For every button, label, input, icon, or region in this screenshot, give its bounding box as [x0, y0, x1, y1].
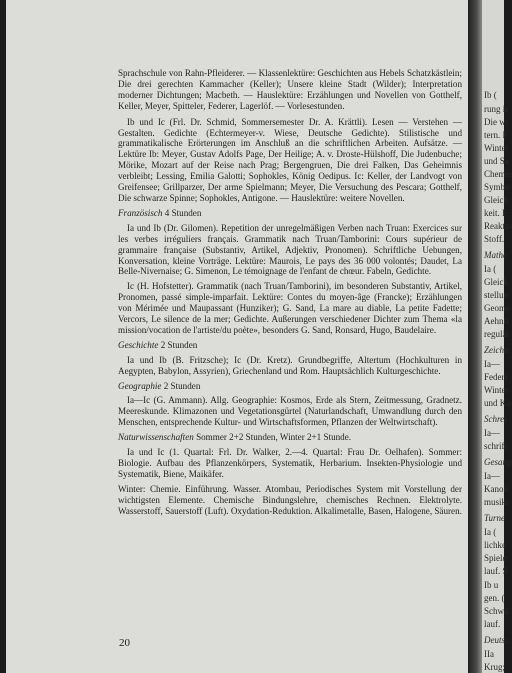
adjacent-page-line: Krug;: [484, 662, 505, 672]
adjacent-page-line: Winter: [484, 385, 509, 395]
adjacent-page-line: Reaktio: [484, 221, 512, 231]
adjacent-page-line: Gleich: [484, 277, 508, 287]
paragraph: Ib und Ic (Frl. Dr. Schmid, Sommersemester Dr. A. Krättli). Lesen — Verstehen — Gestalten. Gedichte (Echtermeyer-v. Wiese, Deutsche Gedichte). Stilistische und grammatikalische Erörterungen im Anschluß an die schriftlichen Arbeiten. Aufsätze. — Lektüre Ib: Meyer, Gustav Adolfs Page, Der Heilige; A. v. Droste-Hülshoff, Die Judenbuche; Mörike, Mozart auf der Reise nach Prag; Bergengruen, Die drei Falken, Das Geheimnis verbleibt; Lessing, Emilia Galotti; Sophokles, König Oedipus. Ic: Keller, der Landvogt von Greifensee; Grillparzer, Der arme Spielmann; Meyer, Die Versuchung des Pescara; Gotthelf, Die schwarze Spinne; Sophokles, Antigone. — Hauslektüre: weitere Novellen.: [118, 116, 462, 203]
adjacent-page-line: Stoff.: [484, 234, 505, 244]
adjacent-page-line: Feder): [484, 372, 508, 382]
adjacent-page-line: schrift: [484, 441, 507, 451]
adjacent-page-line: Ia (: [484, 527, 497, 537]
adjacent-page-line: lauf. S: [484, 566, 508, 576]
paragraph: Sprachschule von Rahn-Pfleiderer. — Klassenlektüre: Geschichten aus Hebels Schatzkästlein; Die drei gerechten Kammacher (Keller); Unsere kleine Stadt (Wilder); Interpretation moderner Dichtungen; Macbeth. — Hauslektüre: Erzählungen und Novellen von Gotthelf, Keller, Meyer, Spitteler, Federer, Lagerlöf. — Vorlesestunden.: [118, 68, 462, 111]
book-page: [6, 0, 468, 673]
subject-name: Naturwissenschaften: [118, 432, 194, 443]
adjacent-page-line: gen. (: [484, 593, 505, 603]
subject-name: Französisch: [118, 207, 163, 218]
adjacent-page-edge: [482, 0, 512, 673]
section-heading: [118, 381, 462, 392]
paragraph: Ia—Ic (G. Ammann). Allg. Geographie: Kosmos, Erde als Stern, Zeitmessung, Gradnetz. Meereskunde. Klimazonen und Vegetationsgürtel (Naturlandschaft, Umwandlung durch den Menschen, entsprechende Kultur- und Wirtschaftsformen, Pflanzen der Weltwirtschaft).: [118, 395, 462, 428]
paragraph: Ia und Ib (Dr. Gilomen). Repetition der unregelmäßigen Verben nach Truan: Exercices sur les verbes irréguliers français. Grammatik nach Truan/Tamborini: Cours supérieur de grammaire française (Substantiv, Artikel, Adjektiv, Pronomen). Schriftliche Uebungen, Konversation, kleine Vorträge. Lektüre: Maurois, Le pays des 36 000 volontés; Daudet, La Belle-Nivernaise; G. Simenon, Le témoignage de l'enfant de chœur. Fabeln, Gedichte.: [118, 222, 462, 277]
subject-hours: Sommer 2+2 Stunden, Winter 2+1 Stunde.: [196, 432, 352, 443]
subject-hours: 4 Stunden: [164, 207, 202, 218]
adjacent-page-line: rung ir: [484, 104, 509, 114]
adjacent-page-line: Ia—: [484, 471, 500, 481]
subject-name: Geographie: [118, 380, 162, 391]
adjacent-page-line: Geome: [484, 303, 510, 313]
adjacent-page-line: Gleich: [484, 195, 508, 205]
adjacent-page-line: Gesang: [484, 457, 512, 467]
adjacent-page-line: Ia (: [484, 264, 497, 274]
section-heading: [118, 432, 462, 443]
adjacent-page-line: tern. F: [484, 130, 508, 140]
paragraph: Ic (H. Hofstetter). Grammatik (nach Truan/Tamborini), im besonderen Substantiv, Artikel, Pronomen, passé simple-imparfait. Lektüre: Contes du moyen-âge (Francke); Erzählungen von Mérimée und Maupassant (Hunziker); G. Sand, La mare au diable, La petite Fadette; Vercors, Le silence de la mer; Gedichte. Außerungen verschiedener Dichter zum Thema «la mission/vocation de l'artiste/du poète», besonders G. Sand, Ronsard, Hugo, Baudelaire.: [118, 281, 462, 335]
adjacent-page-line: Ib (: [484, 90, 497, 100]
adjacent-page-line: keit. F: [484, 208, 508, 218]
page-number: 20: [119, 637, 130, 649]
adjacent-page-line: und Ko: [484, 398, 511, 408]
adjacent-page-line: reguläi: [484, 329, 509, 339]
adjacent-page-line: Symbo: [484, 182, 510, 192]
adjacent-page-line: IIa: [484, 649, 494, 659]
paragraph: Ia und Ib (B. Fritzsche); Ic (Dr. Kretz). Grundbegriffe, Altertum (Hochkulturen in Aegypten, Babylon, Assyrien), Griechenland und Rom. Hauptsächlich Kulturgeschichte.: [118, 354, 462, 376]
adjacent-page-line: stellun: [484, 290, 508, 300]
adjacent-page-line: Kanon: [484, 484, 508, 494]
adjacent-page-line: Ia—: [484, 428, 500, 438]
adjacent-page-line: Aehnli: [484, 316, 509, 326]
adjacent-page-line: musikt: [484, 497, 509, 507]
adjacent-page-line: lauf.: [484, 619, 501, 629]
subject-hours: 2 Stunden: [163, 380, 201, 391]
adjacent-page-line: Zeichn: [484, 345, 509, 355]
paragraph: Winter: Chemie. Einführung. Wasser. Atombau, Periodisches System mit Vorstellung der wichtigsten Elemente. Chemische Bindungslehre, chemisches Rechnen. Elektrolyte. Wasserstoff, Sauerstoff (Luft). Oxydation-Reduktion. Alkalimetalle, Basen, Halogene, Säuren.: [118, 483, 462, 516]
adjacent-page-line: Deutsc: [484, 635, 509, 645]
adjacent-page-line: Turne: [484, 513, 506, 523]
adjacent-page-line: Ia—: [484, 359, 500, 369]
adjacent-page-line: und Sa: [484, 156, 509, 166]
adjacent-page-line: Chemie: [484, 169, 512, 179]
adjacent-page-line: Mathe: [484, 250, 507, 260]
adjacent-page-line: lichke: [484, 540, 506, 550]
adjacent-page-line: Schrei: [484, 414, 507, 424]
adjacent-page-line: Die wi: [484, 117, 509, 127]
adjacent-page-line: Spiele: [484, 553, 507, 563]
subject-name: Geschichte: [118, 339, 159, 350]
adjacent-page-line: Schwii: [484, 606, 510, 616]
subject-hours: 2 Stunden: [160, 339, 198, 350]
adjacent-page-line: Winter: [484, 143, 509, 153]
section-heading: [118, 208, 462, 219]
book-gutter: [468, 0, 482, 673]
body-text: [118, 68, 462, 521]
section-heading: [118, 340, 462, 351]
adjacent-page-line: Ib u: [484, 580, 499, 590]
paragraph: Ia und Ic (1. Quartal: Frl. Dr. Walker, 2.—4. Quartal: Frau Dr. Oelhafen). Sommer: Biologie. Aufbau des Pflanzenkörpers, Systematik, Herbarium. Insekten-Physiologie und Systematik, Biene, Maikäfer.: [118, 447, 462, 479]
